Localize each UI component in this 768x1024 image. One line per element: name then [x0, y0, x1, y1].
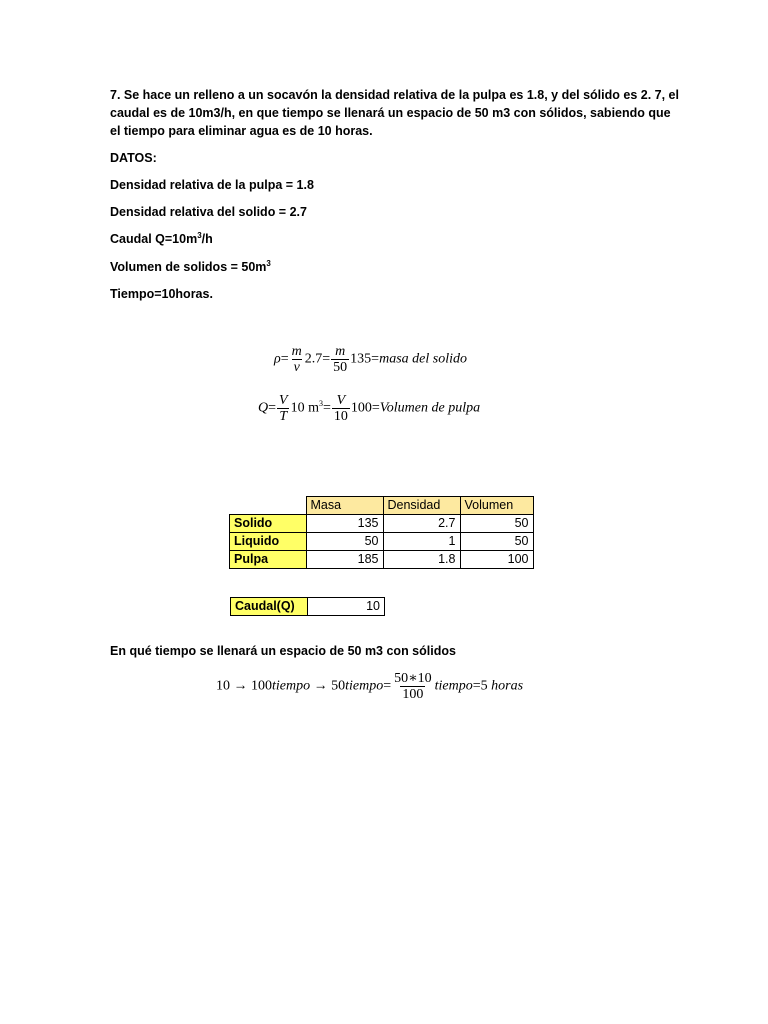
- cell-densidad: 1: [383, 533, 460, 551]
- fraction-V-10: $\frac{V}{10}$: [333, 393, 348, 424]
- data-table: [229, 496, 534, 569]
- density-equation: ρ= $\frac{m}{v}$ 2.7= $\frac{m}{50}$ 135=masa del solido: [274, 344, 467, 375]
- problem-line-1: 7. Se hace un relleno a un socavón la densidad relativa de la pulpa es 1.8, y del sólido es 2. 7, el: [110, 88, 679, 102]
- cell-volumen: 100: [460, 551, 533, 569]
- table-row: [230, 533, 534, 551]
- caudal-value: 10: [308, 598, 385, 616]
- table-row: [230, 515, 534, 533]
- cell-densidad: 1.8: [383, 551, 460, 569]
- datos-heading: DATOS:: [110, 151, 157, 165]
- cell-volumen: 50: [460, 515, 533, 533]
- cell-volumen: 50: [460, 533, 533, 551]
- question-text: En qué tiempo se llenará un espacio de 50 m3 con sólidos: [110, 644, 456, 658]
- datos-solido: Densidad relativa del solido = 2.7: [110, 205, 307, 219]
- problem-line-2: caudal es de 10m3/h, en que tiempo se llenará un espacio de 50 m3 con sólidos, sabiendo que: [110, 106, 671, 120]
- fraction-m-50: $\frac{m}{50}$: [333, 344, 348, 375]
- cell-masa: 135: [306, 515, 383, 533]
- cell-masa: 50: [306, 533, 383, 551]
- table-row: [231, 598, 385, 616]
- row-label: Pulpa: [230, 551, 307, 569]
- datos-caudal: Caudal $Q=10m^3/h$: [110, 230, 213, 246]
- time-equation: 10 → 100tiempo → 50tiempo= $\frac{50∗10}{100}$ tiempo=5 horas: [216, 671, 524, 702]
- fraction-m-v: $\frac{m}{v}$: [291, 344, 302, 375]
- header-masa: Masa: [306, 497, 383, 515]
- table-header-row: [230, 497, 534, 515]
- fraction-V-T: $\frac{V}{T}$: [279, 393, 288, 424]
- header-densidad: Densidad: [383, 497, 460, 515]
- cell-densidad: 2.7: [383, 515, 460, 533]
- caudal-label: Caudal(Q): [231, 598, 308, 616]
- fraction-50x10-100: $\frac{50∗10}{100}$: [394, 671, 432, 702]
- cell-masa: 185: [306, 551, 383, 569]
- datos-pulpa: Densidad relativa de la pulpa = 1.8: [110, 178, 314, 192]
- row-label: Liquido: [230, 533, 307, 551]
- problem-statement: [110, 86, 679, 140]
- header-volumen: Volumen: [460, 497, 533, 515]
- caudal-table: [230, 597, 385, 616]
- datos-volumen: Volumen de solidos = $50m^3$: [110, 258, 271, 274]
- row-label: Solido: [230, 515, 307, 533]
- flow-equation: Q= $\frac{V}{T}$ 10 $m^3=$ $\frac{V}{10}$ 100=Volumen de pulpa: [258, 393, 481, 424]
- problem-line-3: el tiempo para eliminar agua es de 10 horas.: [110, 124, 373, 138]
- table-row: [230, 551, 534, 569]
- datos-tiempo: Tiempo=10horas.: [110, 287, 213, 301]
